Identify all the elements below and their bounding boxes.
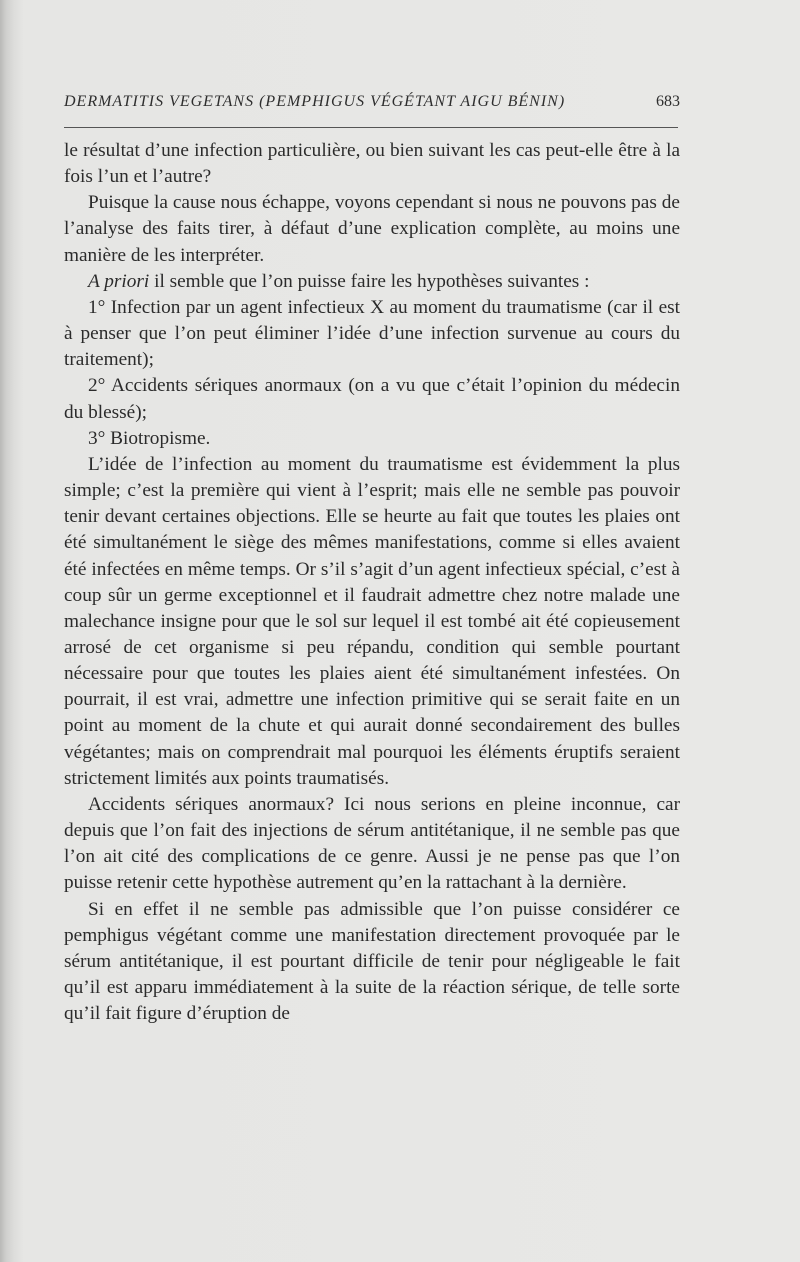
paragraph-infection: L’idée de l’infection au moment du traumatisme est évidemment la plus simple; c’est la première qui vient à l’esprit; mais elle ne semble pas pouvoir tenir devant certaines objections. Elle se heurte au fait que toutes les plaies ont été simultanément le siège des mêmes manifestations, comme si elles avaient été infectées en même temps. Or s’il s’agit d’un agent infectieux spécial, c’est à coup sûr un germe exceptionnel et il faudrait admettre chez notre malade une malechance insigne pour que le sol sur lequel il est tombé ait été copieusement arrosé de cet organisme si peu répandu, condition qui semble pourtant nécessaire pour que toutes les plaies aient été simultanément infestées. On pourrait, il est vrai, admettre une infection primitive qui se serait faite en un point au moment de la chute et qui aurait donné secondairement des bulles végétantes; mais on comprendrait mal pourquoi les éléments éruptifs seraient strictement limités aux points traumatisés. xyxy=(64,453,680,789)
body-text xyxy=(64,138,680,1027)
hypothesis-2: 2° Accidents sériques anormaux (on a vu que c’était l’opinion du médecin du blessé); xyxy=(64,375,680,423)
hypothesis-1: 1° Infection par un agent infectieux X au moment du traumatisme (car il est à penser que l’on peut éliminer l’idée d’une infection survenue au cours du traitement); xyxy=(64,296,680,371)
running-title: DERMATITIS VEGETANS (PEMPHIGUS VÉGÉTANT AIGU BÉNIN) xyxy=(64,93,566,110)
paragraph-seriques: Accidents sériques anormaux? Ici nous serions en pleine inconnue, car depuis que l’on fait des injections de sérum antitétanique, il ne semble pas que l’on ait cité des complications de ce genre. Aussi je ne pense pas que l’on puisse retenir cette hypothèse autrement qu’en la rattachant à la dernière. xyxy=(64,793,680,894)
page-number: 683 xyxy=(656,93,680,110)
header-rule xyxy=(64,127,678,128)
hypothesis-3: 3° Biotropisme. xyxy=(88,427,211,449)
paragraph-effet: Si en effet il ne semble pas admissible que l’on puisse considérer ce pemphigus végétant comme une manifestation directement provoquée par le sérum antitétanique, il est pourtant difficile de tenir pour négligeable le fait qu’il est apparu immédiatement à la suite de la réaction sérique, de telle sorte qu’il fait figure d’éruption de xyxy=(64,898,680,1025)
paragraph-hypotheses xyxy=(64,269,680,295)
a-priori-italic: A priori xyxy=(88,270,150,292)
paragraph-cause: Puisque la cause nous échappe, voyons cependant si nous ne pouvons pas de l’analyse des faits tirer, à défaut d’une explication complète, au moins une manière de les interpréter. xyxy=(64,192,680,266)
paragraph-continuation: le résultat d’une infection particulière, ou bien suivant les cas peut-elle être à la fois l’un et l’autre? xyxy=(64,140,680,188)
hypotheses-intro: il semble que l’on puisse faire les hypothèses suivantes : xyxy=(149,270,590,292)
running-header xyxy=(64,93,680,111)
